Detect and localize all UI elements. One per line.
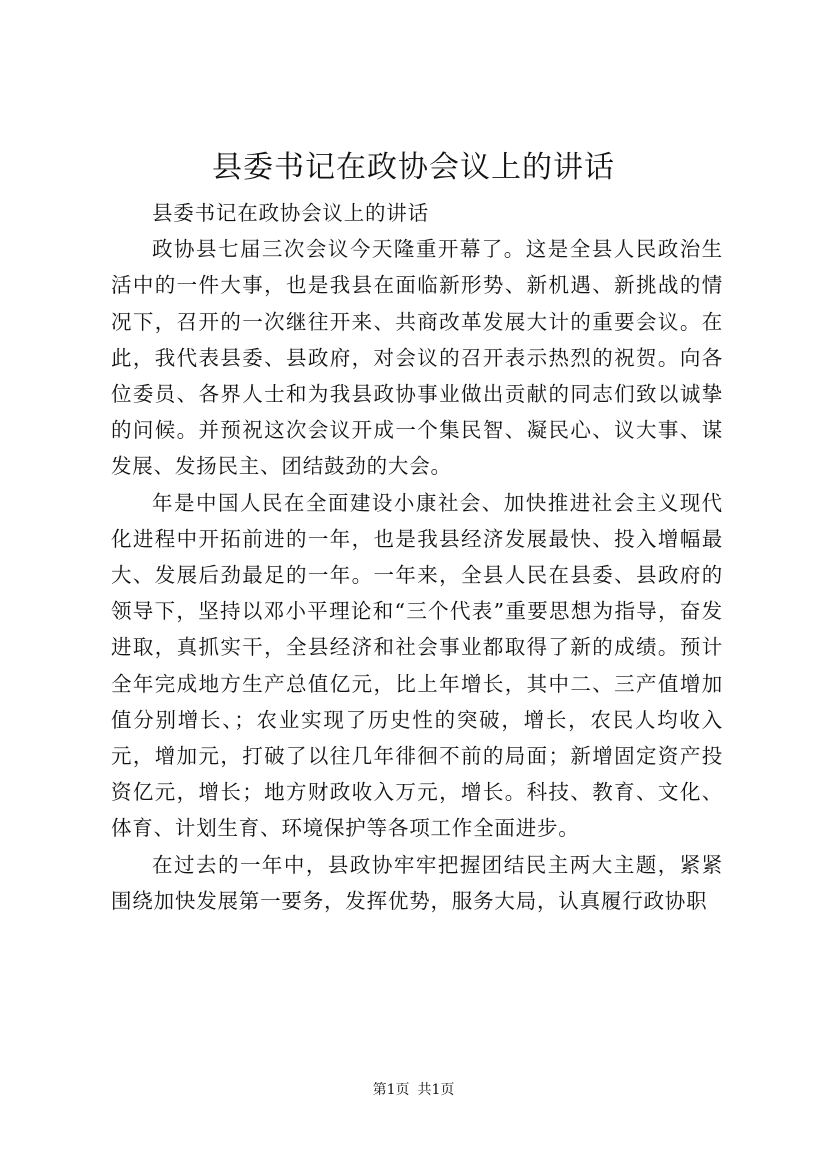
- body-paragraph: 在过去的一年中，县政协牢牢把握团结民主两大主题，紧紧围绕加快发展第一要务，发挥优势，服务大局，认真履行政协职: [111, 852, 723, 913]
- document-body: [111, 195, 723, 919]
- subtitle-paragraph: 县委书记在政协会议上的讲话: [152, 201, 429, 225]
- body-paragraph: 年是中国人民在全面建设小康社会、加快推进社会主义现代化进程中开拓前进的一年，也是我县经济发展最快、投入增幅最大、发展后劲最足的一年。一年来，全县人民在县委、县政府的领导下，坚持以邓小平理论和“三个代表”重要思想为指导，奋发进取，真抓实干，全县经济和社会事业都取得了新的成绩。预计全年完成地方生产总值亿元，比上年增长，其中二、三产值增加值分别增长、；农业实现了历史性的突破，增长，农民人均收入元，增加元，打破了以往几年徘徊不前的局面；新增固定资产投资亿元，增长；地方财政收入万元，增长。科技、教育、文化、体育、计划生育、环境保护等各项工作全面进步。: [111, 490, 723, 841]
- document-title: 县委书记在政协会议上的讲话: [212, 150, 615, 185]
- page-total: 共1页: [417, 1082, 455, 1098]
- page-footer: [0, 1080, 827, 1100]
- body-paragraph: 政协县七届三次会议今天隆重开幕了。这是全县人民政治生活中的一件大事，也是我县在面临新形势、新机遇、新挑战的情况下，召开的一次继往开来、共商改革发展大计的重要会议。在此，我代表县委、县政府，对会议的召开表示热烈的祝贺。向各位委员、各界人士和为我县政协事业做出贡献的同志们致以诚挚的问候。并预祝这次会议开成一个集民智、凝民心、议大事、谋发展、发扬民主、团结鼓劲的大会。: [111, 237, 723, 479]
- page-number: 第1页: [372, 1082, 410, 1098]
